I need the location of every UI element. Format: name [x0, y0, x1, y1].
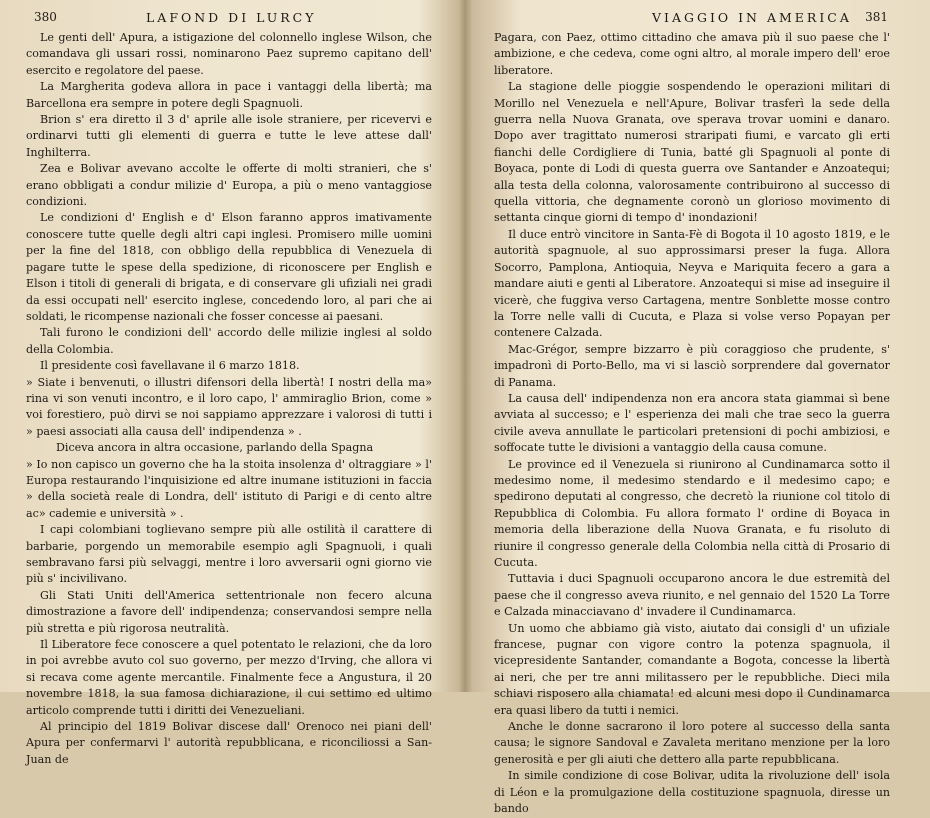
paragraph: Le genti dell' Apura, a istigazione del colonnello inglese Wilson, che comandava gli ussari rossi, nominarono Paez supremo capitano dell' esercito e regolatore del paese. [26, 31, 432, 77]
paragraph: Gli Stati Uniti dell'America settentrionale non fecero alcuna dimostrazione a favore dell' indipendenza; conservandosi sempre nella più stretta e più rigorosa neutralità. [26, 588, 432, 635]
quotation: » Siate i benvenuti, o illustri difensori della libertà! I nostri della ma» rina vi son venuti incontro, e il loro capo, l' ammiraglio Brion, come » voi forestiero, può dirvi se noi sappiamo apprezzare i valorosi di tutti i » paesi associati alla causa dell' indipendenza » . [26, 375, 432, 438]
paragraph: Brion s' era diretto il 3 d' aprile alle isole straniere, per ricevervi e ordinarvi tutti gli elementi di guerra e tutte le leve attese dall' Inghilterra. [26, 113, 432, 159]
quotation: » Io non capisco un governo che ha la stoita insolenza d' oltraggiare » l' Europa restaurando l'inquisizione ed altre inumane istituzioni in faccia » della società reale di Londra, dell' istituto di Parigi e di cento altre ac» cademie e università » . [26, 457, 432, 520]
paragraph: Mac-Grégor, sempre bizzarro è più coraggioso che prudente, s' impadronì di Porto-Bello, ma vi si lasciò sorprendere dal governator di Panama. [494, 342, 890, 389]
right-page [468, 0, 930, 816]
right-running-head [494, 10, 890, 30]
paragraph: Tali furono le condizioni dell' accordo delle milizie inglesi al soldo della Colombia. [26, 326, 432, 356]
paragraph: Tuttavia i duci Spagnuoli occuparono ancora le due estremità del paese che il congresso aveva riunito, e nel gennaio del 1520 La Torre e Calzada minacciavano d' invadere il Cundinamarca. [494, 572, 890, 619]
paragraph: Il Liberatore fece conoscere a quel potentato le relazioni, che da loro in poi avrebbe avuto col suo governo, per mezzo d'Irving, che allora vi si recava come agente mercantile. Finalmente fece a Angustura, il 20 novembre 1818, la sua famosa dichiarazione, il cui settimo ed ultimo articolo comprende tutti i diritti dei Venezueliani. [26, 638, 432, 717]
paragraph: Diceva ancora in altra occasione, parlando della Spagna [56, 441, 374, 455]
paragraph: I capi colombiani toglievano sempre più alle ostilità il carattere di barbarie, porgendo un memorabile esempio agli Spagnuoli, i quali sembravano farsi più selvaggi, mentre i loro avversarii ogni giorno vie più s' incivilivano. [26, 523, 432, 586]
right-page-number: 381 [865, 10, 888, 24]
paragraph: Un uomo che abbiamo già visto, aiutato dai consigli d' un ufiziale francese, pugnar con vigore contro la potenza spagnuola, il vicepresidente Santander, comandante a Bogota, concesse la libertà ai neri, che per tre anni militassero per le repubbliche. Dieci mila schiavi risposero alla chiamata! ed alcuni mesi dopo il Cundinamarca era quasi libero da tutti i nemici. [494, 621, 890, 717]
paragraph: Il duce entrò vincitore in Santa-Fè di Bogota il 10 agosto 1819, e le autorità spagnuole, al suo approssimarsi preser la fuga. Allora Socorro, Pamplona, Antioquia, Neyva e Mariquita fecero a gara a mandare aiuti e genti al Liberatore. Anzoatequi si mise ad inseguire il vicerè, che fuggiva verso Cartagena, mentre Sonblette mosse contro la Torre nelle valli di Cucuta, e Plaza si volse verso Popayan per contenere Calzada. [494, 227, 890, 340]
paragraph: La stagione delle pioggie sospendendo le operazioni militari di Morillo nel Venezuela e nell'Apure, Bolivar trasferì la sede della guerra nella Nuova Granata, ove sperava trovar uomini e danaro. Dopo aver tragittato numerosi straripati fiumi, e varcato gli erti fianchi delle Cordigliere di Tunia, batté gli Spagnuoli al ponte di Boyaca, ponte di Lodi di questa guerra ove Santander e Anzoatequi; alla testa della colonna, valorosamente contribuirono al successo di quella vittoria, che degnamente coronò un glorioso movimento di settanta cinque giorni di tempo d' inondazioni! [494, 80, 890, 225]
paragraph: Le province ed il Venezuela si riunirono al Cundinamarca sotto il medesimo nome, il medesimo stendardo e il medesimo capo; e spedirono deputati al congresso, che decretò la riunione col titolo di Repubblica di Colombia. Fu allora formato l' ordine di Boyaca in memoria della liberazione della Nuova Granata, e fu risoluto di riunire il congresso generale della Colombia nella città di Prosario di Cucuta. [494, 457, 890, 569]
paragraph: In simile condizione di cose Bolivar, udita la rivoluzione dell' isola di Léon e la promulgazione della costituzione spagnuola, diresse un bando [494, 769, 890, 816]
paragraph: Al principio del 1819 Bolivar discese dall' Orenoco nei piani dell' Apura per confermarvi l' autorità repubblicana, e riconciliossi a San-Juan de [26, 720, 432, 766]
paragraph: La causa dell' indipendenza non era ancora stata giammai sì bene avviata al successo; e l' esperienza dei mali che trae seco la guerra civile aveva annullate le particolari pretensioni di pochi ambiziosi, e soffocate tutte le divisioni a vantaggio della causa comune. [494, 391, 890, 455]
paragraph: Zea e Bolivar avevano accolte le offerte di molti stranieri, che s' erano obbligati a condur milizie d' Europa, a più o meno vantaggiose condizioni. [26, 162, 432, 209]
left-running-head [26, 10, 432, 30]
paragraph: La Margherita godeva allora in pace i vantaggi della libertà; ma Barcellona era sempre in potere degli Spagnuoli. [26, 80, 432, 110]
left-page [0, 0, 462, 766]
paragraph: Il presidente così favellavane il 6 marzo 1818. [40, 359, 300, 373]
right-page-body [494, 30, 890, 818]
paragraph: Le condizioni d' English e d' Elson faranno appros imativamente conoscere tutte quelle degli altri capi inglesi. Promisero mille uomini per la fine del 1818, con obbligo della repubblica di Venezuela di pagare tutte le spese della spedizione, di riconoscere per English e Elson i titoli di generali di brigata, e di conservare gli ufiziali nei gradi da essi occupati nell' esercito inglese, concedendo loro, al pari che ai soldati, le ricompense nazionali che fosser concesse ai paesani. [26, 211, 432, 323]
paragraph: Pagara, con Paez, ottimo cittadino che amava più il suo paese che l' ambizione, e che cedeva, come ogni altro, al morale impero dell' eroe liberatore. [494, 31, 890, 77]
right-header-title: VIAGGIO IN AMERICA [652, 10, 852, 25]
paragraph: Anche le donne sacrarono il loro potere al successo della santa causa; le signore Sandoval e Zavaleta meritano menzione per la loro generosità e per gli aiuti che dettero alla parte repubblicana. [494, 720, 890, 766]
left-page-body [26, 30, 432, 768]
left-header-title: LAFOND DI LURCY [146, 10, 317, 25]
left-page-number: 380 [34, 10, 57, 24]
